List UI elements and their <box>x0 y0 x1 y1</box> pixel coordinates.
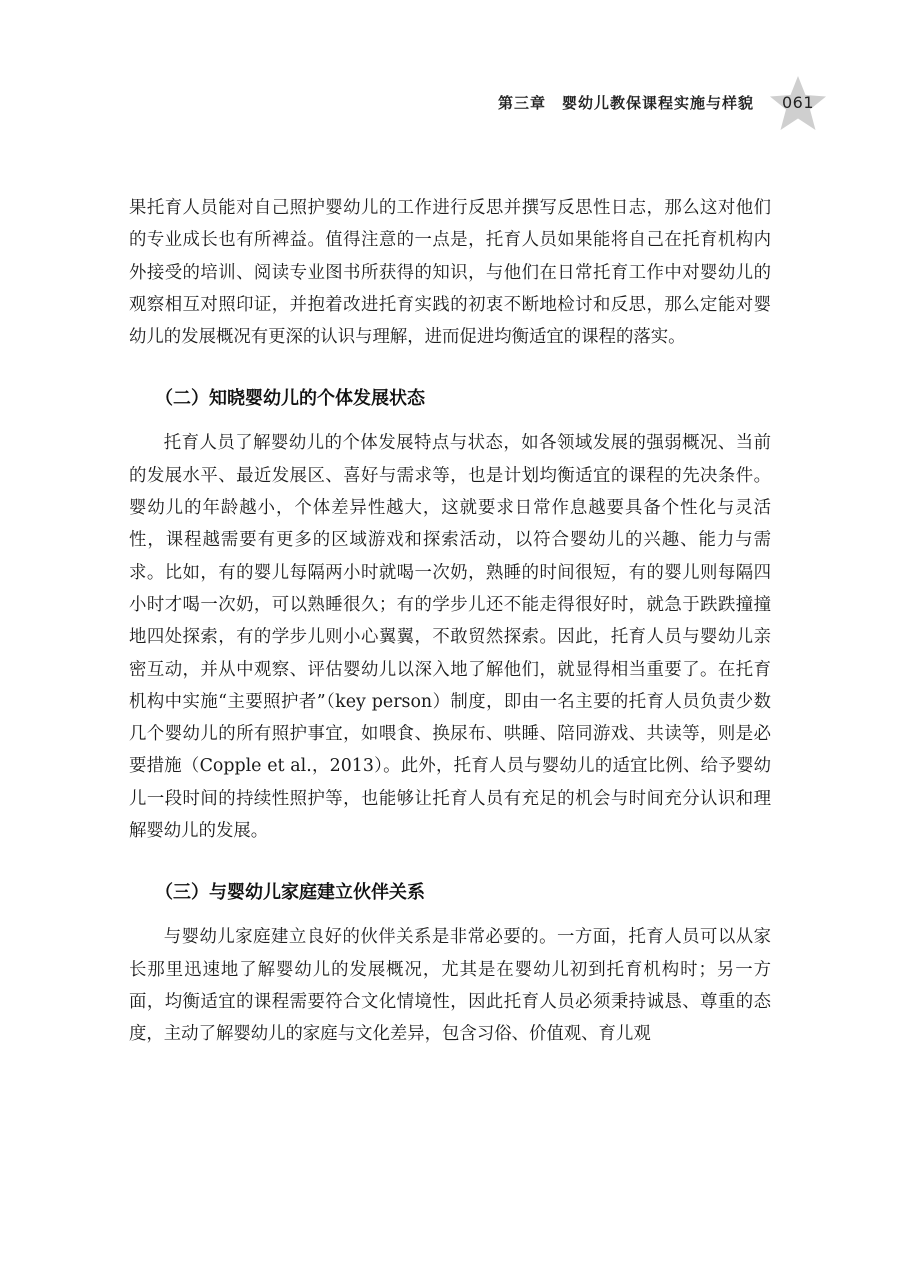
page-number: 061 <box>781 93 815 112</box>
section-heading: （二）知晓婴幼儿的个体发展状态 <box>155 388 425 410</box>
page-body <box>129 192 771 1051</box>
running-title: 第三章 婴幼儿教保课程实施与样貌 <box>497 94 754 112</box>
running-header <box>0 90 900 130</box>
body-paragraph: 托育人员了解婴幼儿的个体发展特点与状态，如各领域发展的强弱概况、当前的发展水平、最近发展区、喜好与需求等，也是计划均衡适宜的课程的先决条件。婴幼儿的年龄越小，个体差异性越大，这就要求日常作息越要具备个性化与灵活性，课程越需要有更多的区域游戏和探索活动，以符合婴幼儿的兴趣、能力与需求。比如，有的婴儿每隔两小时就喝一次奶，熟睡的时间很短，有的婴儿则每隔四小时才喝一次奶，可以熟睡很久；有的学步儿还不能走得很好时，就急于跌跌撞撞地四处探索，有的学步儿则小心翼翼，不敢贸然探索。因此，托育人员与婴幼儿亲密互动，并从中观察、评估婴幼儿以深入地了解他们，就显得相当重要了。在托育机构中实施“主要照护者”（key person）制度，即由一名主要的托育人员负责少数几个婴幼儿的所有照护事宜，如喂食、换尿布、哄睡、陪同游戏、共读等，则是必要措施（Copple et al.，2013）。此外，托育人员与婴幼儿的适宜比例、给予婴幼儿一段时间的持续性照护等，也能够让托育人员有充足的机会与时间充分认识和理解婴幼儿的发展。 <box>129 433 771 842</box>
body-paragraph: 与婴幼儿家庭建立良好的伙伴关系是非常必要的。一方面，托育人员可以从家长那里迅速地了解婴幼儿的发展概况，尤其是在婴幼儿初到托育机构时；另一方面，均衡适宜的课程需要符合文化情境性，因此托育人员必须秉持诚恳、尊重的态度，主动了解婴幼儿的家庭与文化差异，包含习俗、价值观、育儿观 <box>129 927 771 1045</box>
body-paragraph: 果托育人员能对自己照护婴幼儿的工作进行反思并撰写反思性日志，那么这对他们的专业成长也有所裨益。值得注意的一点是，托育人员如果能将自己在托育机构内外接受的培训、阅读专业图书所获得的知识，与他们在日常托育工作中对婴幼儿的观察相互对照印证，并抱着改进托育实践的初衷不断地检讨和反思，那么定能对婴幼儿的发展概况有更深的认识与理解，进而促进均衡适宜的课程的落实。 <box>129 198 771 348</box>
section-heading: （三）与婴幼儿家庭建立伙伴关系 <box>155 882 425 904</box>
star-page-badge <box>768 74 828 134</box>
